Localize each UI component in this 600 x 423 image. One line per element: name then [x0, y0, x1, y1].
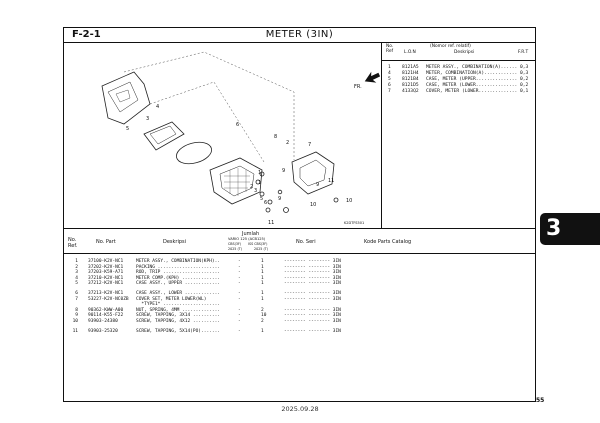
reference-ref: 1 [388, 65, 391, 70]
lower-case-drawing [210, 158, 262, 204]
fr-label: FR. [354, 84, 362, 90]
reference-table-header [382, 42, 535, 61]
parts-desc: COVER SET, METER LOWER(WL) [136, 296, 207, 302]
kode-catalog-header: Kode Parts Catalog [364, 239, 412, 245]
parts-q2: 1 [261, 275, 264, 281]
page-title: METER (3IN) [265, 29, 334, 40]
no-seri-header: No. Seri [296, 239, 316, 245]
diagram-ref-code: K2DTFS501 [344, 221, 365, 225]
parts-seri: -------- -------- 3IN [284, 307, 341, 313]
parts-ref: 8 [75, 307, 78, 313]
callout-number: 5 [260, 196, 264, 202]
parts-seri: -------- -------- 3IN [284, 275, 341, 281]
lower-cover-drawing [292, 152, 334, 194]
parts-q1: - [238, 307, 241, 313]
section-tab-number: 3 [546, 216, 562, 241]
parts-q1: - [238, 264, 241, 270]
reference-ref: 5 [388, 77, 391, 82]
callout-number: 9 [282, 168, 286, 174]
parts-q1: - [238, 291, 241, 296]
parts-desc: SCREW, TAPPING, 4X12 .......... [136, 319, 220, 324]
packing-drawing [174, 139, 214, 168]
deskripsi-header: Deskripsi [163, 239, 187, 245]
jumlah-type-a: CBS(3F) [228, 242, 242, 246]
parts-part: 37203-K59-A71 [88, 270, 124, 276]
parts-q2: 1 [261, 259, 264, 264]
parts-part: 37202-K2V-NC1 [88, 264, 124, 270]
parts-q1: - [238, 275, 241, 281]
jumlah-year-a: 2025 (T) [228, 247, 243, 251]
parts-desc: CASE ASSY., LOWER ............. [136, 291, 220, 296]
parts-ref: 7 [75, 296, 78, 302]
parts-q2: 2 [261, 319, 264, 324]
parts-seri: -------- -------- 3IN [284, 296, 341, 302]
parts-seri: -------- -------- 3IN [284, 328, 341, 334]
reference-frt: 0,2 [520, 83, 529, 88]
callout-number: 11 [268, 220, 275, 226]
nomor-ref-header: (Nomor ref. relatif) [430, 44, 471, 49]
reference-lon: 4133Q2 [402, 89, 419, 94]
meter-parts-illustration [64, 42, 381, 228]
parts-row [64, 319, 535, 325]
reference-desc: CASE, METER (LOWER............... [426, 83, 518, 88]
parts-q2: 1 [261, 281, 264, 287]
parts-ref: 1 [75, 259, 78, 264]
parts-q2: 1 [261, 296, 264, 302]
callout-number: 2 [286, 140, 290, 146]
parts-desc: SCREW, TAPPING, 5X14(PO)....... [136, 328, 220, 334]
front-direction-arrow [354, 69, 381, 90]
reference-lon: 8121H4 [402, 71, 419, 76]
callout-number: 8 [274, 134, 278, 140]
reference-ref: 6 [388, 83, 391, 88]
reference-frt: 0,1 [520, 89, 529, 94]
parts-q2: 1 [261, 264, 264, 270]
parts-desc: PACKING ....................... [136, 264, 220, 270]
parts-row [64, 329, 535, 335]
callout-number: 1 [258, 170, 262, 176]
parts-ref: 10 [72, 319, 78, 324]
meter-comp-drawing [144, 122, 184, 150]
callout-number: 10 [346, 198, 353, 204]
page-number: 55 [536, 397, 545, 404]
parts-row [64, 281, 535, 287]
callout-number: 2 [250, 184, 254, 190]
section-code: F-2-1 [72, 29, 101, 40]
catalog-page-frame [63, 27, 536, 402]
parts-q2: 10 [261, 313, 267, 319]
parts-table-header [64, 229, 535, 254]
parts-ref: 9 [75, 313, 78, 319]
reference-frt: 0,3 [520, 65, 529, 70]
parts-q1: - [238, 328, 241, 334]
parts-seri: -------- -------- 3IN [284, 313, 341, 319]
no-part-header: No. Part [96, 239, 116, 245]
parts-part: 37212-K2V-NC1 [88, 281, 124, 287]
reference-lon: 8121D5 [402, 83, 419, 88]
parts-desc: CASE ASSY., UPPER ............. [136, 281, 220, 287]
parts-q1: - [238, 270, 241, 276]
parts-part: 37213-K2V-NC1 [88, 291, 124, 296]
parts-q2: 1 [261, 291, 264, 296]
parts-q2: 1 [261, 328, 264, 334]
parts-part: 37100-K2V-NC1 [88, 259, 124, 264]
parts-part: 90362-KWW-A00 [88, 307, 124, 313]
callout-number: 5 [126, 126, 130, 132]
jumlah-year-b: 2025 (T) [254, 247, 269, 251]
parts-seri: -------- -------- 3IN [284, 281, 341, 287]
parts-ref: 11 [72, 328, 78, 334]
callout-number: 9 [316, 182, 320, 188]
callout-number: 7 [308, 142, 312, 148]
parts-ref: 2 [75, 264, 78, 270]
reference-frt: 0,3 [520, 71, 529, 76]
parts-desc: METER COMP.(KPH) .............. [136, 275, 220, 281]
reference-desc: METER ASSY., COMBINATION(A)...... [426, 65, 518, 70]
lon-col-header: L.O.N [404, 50, 416, 55]
jumlah-header: Jumlah [242, 231, 260, 237]
parts-ref: 3 [75, 270, 78, 276]
callout-number: 6 [236, 122, 240, 128]
parts-ref: 6 [75, 291, 78, 296]
no-ref-header: No. Ref. [68, 237, 78, 249]
jumlah-type-b: ISS CBS(3F) [248, 242, 268, 246]
section-tab [540, 213, 600, 245]
print-date: 2025.09.28 [281, 405, 319, 413]
parts-seri: -------- -------- 3IN [284, 270, 341, 276]
deskripsi-col-header: Deskripsi [454, 50, 475, 55]
reference-desc: METER, COMBINATION(A)............ [426, 71, 518, 76]
callout-number: 1 [258, 180, 262, 186]
callout-number: 10 [310, 202, 317, 208]
parts-ref: 5 [75, 281, 78, 287]
parts-q1: - [238, 296, 241, 302]
ref-col-header: No. Ref [386, 44, 394, 54]
exploded-diagram [64, 42, 382, 228]
callout-number: 9 [278, 196, 282, 202]
reference-frt: 0,2 [520, 77, 529, 82]
parts-q1: - [238, 259, 241, 264]
reference-row [382, 89, 535, 95]
parts-ref: 4 [75, 275, 78, 281]
parts-seri: -------- -------- 3IN [284, 264, 341, 270]
parts-q1: - [238, 281, 241, 287]
parts-seri: -------- -------- 3IN [284, 259, 341, 264]
parts-q1: - [238, 319, 241, 324]
parts-part: 93903-24380 [88, 319, 118, 324]
parts-part: 90114-K55-F22 [88, 313, 124, 319]
parts-desc: SCREW, TAPPING, 3X14 .......... [136, 313, 220, 319]
reference-desc: COVER, METER (LOWER.............. [426, 89, 518, 94]
frt-col-header: F.R.T [518, 50, 529, 55]
reference-lon: 8121A5 [402, 65, 419, 70]
reference-ref: 7 [388, 89, 391, 94]
parts-desc: NUT, SPRING, 4MM .............. [136, 307, 220, 313]
callout-number: 6 [264, 200, 268, 206]
parts-desc: *TYPE1* ..................... [136, 302, 220, 308]
reference-lon: 8121B4 [402, 77, 419, 82]
parts-part: 37210-K2V-NC1 [88, 275, 124, 281]
jumlah-model-header: VARIO 125 (ACB125) [228, 237, 266, 241]
parts-table [64, 228, 535, 402]
callout-number: 4 [156, 104, 160, 110]
parts-q1: - [238, 313, 241, 319]
callout-number: 3 [146, 116, 150, 122]
parts-seri: -------- -------- 3IN [284, 291, 341, 296]
parts-part: 53227-K2V-NC0ZB [88, 296, 129, 302]
callout-number: 11 [328, 178, 335, 184]
page-header [64, 28, 535, 43]
parts-seri: -------- -------- 3IN [284, 319, 341, 324]
reference-ref: 4 [388, 71, 391, 76]
parts-part: 93903-25320 [88, 328, 118, 334]
reference-desc: CASE, METER (UPPER............... [426, 77, 518, 82]
reference-table [382, 42, 535, 228]
upper-case-drawing [102, 72, 150, 124]
callout-number: 3 [254, 188, 258, 194]
parts-desc: METER ASSY., COMBINATION(KPH).. [136, 259, 220, 264]
parts-q2: 1 [261, 270, 264, 276]
parts-desc: ROD, TRIP ..................... [136, 270, 220, 276]
parts-q2: 2 [261, 307, 264, 313]
